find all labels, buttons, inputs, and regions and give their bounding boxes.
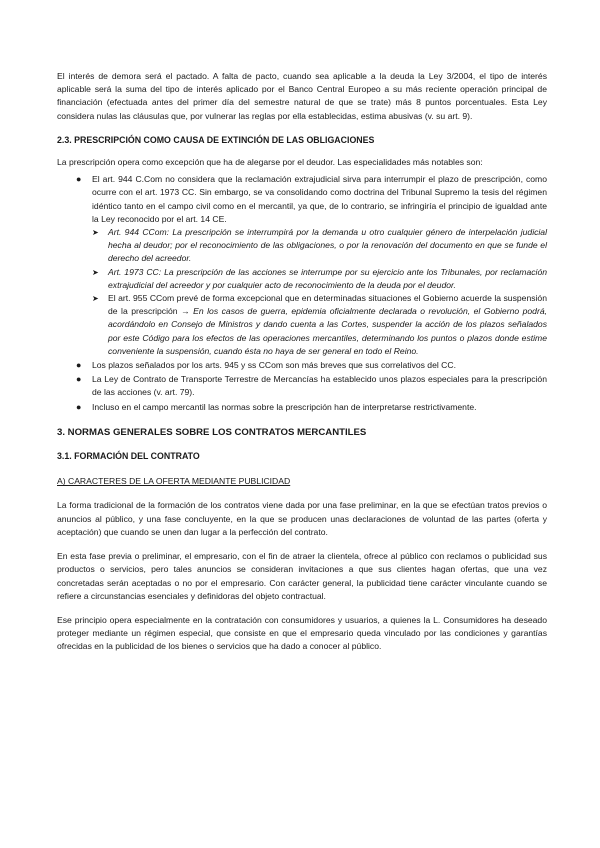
section-3-paragraph-3: Ese principio opera especialmente en la contratación con consumidores y usuarios, a quienes la L. Consumidores ha deseado proteger mediante un régimen especial, que consiste en que el empresario queda vinculado por las condiciones y garantías ofrecidas en la publicidad de los bienes o servicios que ha dado a conocer al público. (57, 614, 547, 652)
bullet-dot-icon: ● (76, 401, 82, 412)
bullet-4-text: Incluso en el campo mercantil las normas sobre la prescripción han de interpretarse restrictivamente. (92, 401, 477, 412)
arrow-bullet-icon: ➤ (92, 267, 99, 277)
bullet-dot-icon: ● (76, 174, 82, 185)
sub-item-1 (92, 226, 547, 266)
section-3-paragraph-2: En esta fase previa o preliminar, el empresario, con el fin de atraer la clientela, ofrece al público con reclamos o publicidad sus productos o servicios, pero tales anuncios se consideran invitaciones a que sus clientes hagan ofertas, que una vez concretadas serán aceptadas o no por el empresario. Con carácter general, la publicidad tiene carácter vinculante cuando se refiere a circunstancias esenciales y definidoras del objeto contractual. (57, 551, 547, 601)
bullet-2-text: Los plazos señalados por los arts. 945 y ss CCom son más breves que sus correlativos del CC. (92, 360, 456, 371)
arrow-bullet-icon: ➤ (92, 294, 99, 304)
sub-item-2-text: Art. 1973 CC: La prescripción de las acciones se interrumpe por su ejercicio ante los Tribunales, por reclamación extrajudicial del acreedor y por cualquier acto de reconocimiento de la deuda por el deudor. (108, 266, 547, 290)
section-3-paragraph-1: La forma tradicional de la formación de los contratos viene dada por una fase preliminar, en la que se efectúan tratos previos o anuncios al público, y una fase concluyente, en la que se producen unas declaraciones de voluntad de las partes (oferta y aceptación) que cuando se unen dan lugar a la perfección del contrato. (57, 500, 547, 537)
bullet-dot-icon: ● (76, 360, 82, 371)
prescription-bullet-list (57, 173, 547, 414)
bullet-item-1 (57, 173, 547, 358)
bullet-item-3 (57, 373, 547, 399)
bullet-1-text: El art. 944 C.Com no considera que la reclamación extrajudicial sirva para interrumpir el plazo de prescripción, como ocurre con el art. 1973 CC. Sin embargo, se va consolidando como doctrina del Tribunal Supremo la tesis del régimen idéntico tanto en el campo civil como en el mercantil, ya que, de lo contrario, se infringiría el principio de igualdad ante la Ley reconocido por el art. 14 CE. (92, 174, 547, 224)
bullet-3-text: La Ley de Contrato de Transporte Terrestre de Mercancías ha establecido unos plazos especiales para la prescripción de las acciones (v. art. 79). (92, 374, 547, 398)
section-3-heading: 3. NORMAS GENERALES SOBRE LOS CONTRATOS MERCANTILES (57, 426, 367, 438)
intro-paragraph: El interés de demora será el pactado. A falta de pacto, cuando sea aplicable a la deuda la Ley 3/2004, el tipo de interés aplicable será la suma del tipo de interés aplicado por el Banco Central Europeo a su más reciente operación principal de financiación (efectuada antes del primer día del semestre natural de que se trate) más 8 puntos porcentuales. Esta Ley considera nulas las cláusulas que, por vulnerar las reglas por ella establecidas, estima abusivas (v. su art. 9). (57, 71, 547, 121)
sub-item-3-text: El art. 955 CCom prevé de forma excepcional que en determinadas situaciones el Gobierno acuerde la suspensión de la prescripción → (108, 293, 547, 317)
bullet-item-4 (57, 401, 547, 414)
sub-item-3-quote: En los casos de guerra, epidemia oficialmente declarada o revolución, el Gobierno podrá, acordándolo en Consejo de Ministros y dando cuenta a las Cortes, suspender la acción de los plazos señalados por este Código para los efectos de las operaciones mercantiles, determinando los puntos o plazos donde estime conveniente la suspensión, cuando ésta no haya de ser general en todo el Reino. (108, 306, 547, 356)
sub-arrow-list (92, 226, 547, 358)
section-2-3-heading: 2.3. PRESCRIPCIÓN COMO CAUSA DE EXTINCIÓN DE LAS OBLIGACIONES (57, 134, 375, 145)
section-3-1-heading: 3.1. FORMACIÓN DEL CONTRATO (57, 451, 200, 462)
arrow-bullet-icon: ➤ (92, 228, 99, 238)
bullet-dot-icon: ● (76, 374, 82, 385)
sub-item-1-text: Art. 944 CCom: La prescripción se interrumpirá por la demanda u otro cualquier género de interpelación judicial hecha al deudor; por el reconocimiento de las obligaciones, o por la renovación del documento en que se funde el derecho del acreedor. (108, 227, 547, 264)
section-3-1-a-heading: A) CARACTERES DE LA OFERTA MEDIANTE PUBLICIDAD (57, 476, 291, 487)
bullet-item-2 (57, 359, 547, 372)
sub-item-3 (92, 292, 547, 358)
sub-item-2 (92, 266, 547, 292)
section-2-3-lead: La prescripción opera como excepción que ha de alegarse por el deudor. Las especialidades más notables son: (57, 157, 483, 168)
